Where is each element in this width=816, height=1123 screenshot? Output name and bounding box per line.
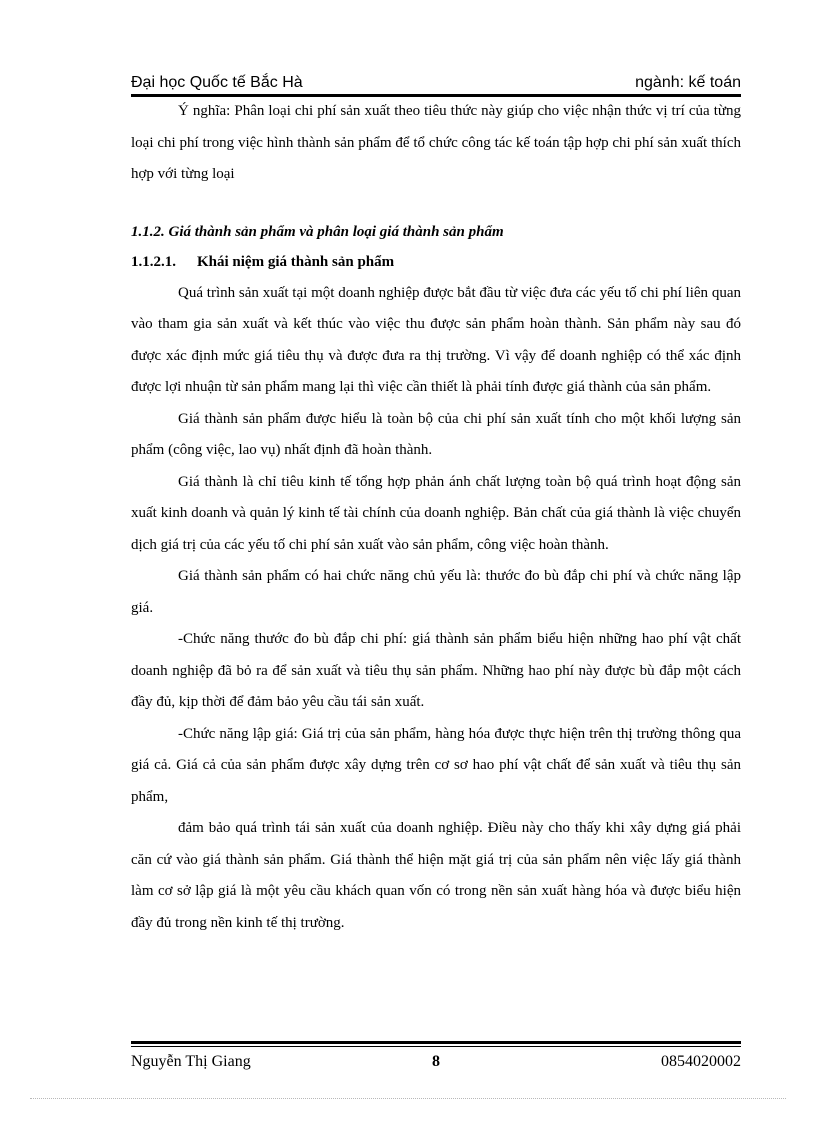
body-paragraph: Quá trình sản xuất tại một doanh nghiệp được bắt đầu từ việc đưa các yếu tố chi phí liên quan vào tham gia sản xuất và kết thúc vào việc thu được sản phẩm hoàn thành. Sản phẩm này sau đó được xác định mức giá tiêu thụ và được đưa ra thị trường. Vì vậy để doanh nghiệp có thể xác định được lợi nhuận từ sản phẩm mang lại thì việc cần thiết là phải tính được giá thành của sản phẩm. [131, 284, 741, 395]
page-break-line [30, 1098, 786, 1099]
header-major: ngành: kế toán [635, 74, 741, 91]
page-header [131, 74, 741, 94]
subsection-number: 1.1.2.1. [131, 253, 176, 270]
footer-rule-thin [131, 1046, 741, 1047]
footer-author: Nguyễn Thị Giang [131, 1053, 251, 1070]
spacer [131, 191, 741, 218]
body-paragraph: -Chức năng thước đo bù đắp chi phí: giá thành sản phẩm biểu hiện những hao phí vật chất doanh nghiệp đã bỏ ra để sản xuất và tiêu thụ sản phẩm. Những hao phí này được bù đắp một cách đầy đủ, kịp thời để đảm bảo yêu cầu tái sản xuất. [131, 631, 741, 710]
page-body [131, 96, 741, 939]
subsection-title: Khái niệm giá thành sản phẩm [197, 253, 395, 270]
page-number: 8 [432, 1053, 440, 1070]
subsection-heading [131, 247, 741, 278]
page-footer [131, 1053, 741, 1073]
body-paragraph: Giá thành là chỉ tiêu kinh tế tổng hợp phản ánh chất lượng toàn bộ quá trình hoạt động sản xuất kinh doanh và quản lý kinh tế tài chính của doanh nghiệp. Bản chất của giá thành là việc chuyển dịch giá trị của các yếu tố chi phí sản xuất vào sản phẩm, công việc hoàn thành. [131, 473, 741, 553]
footer-student-id: 0854020002 [661, 1053, 741, 1070]
body-paragraph: đảm bảo quá trình tái sản xuất của doanh nghiệp. Điều này cho thấy khi xây dựng giá phải căn cứ vào giá thành sản phẩm. Giá thành thể hiện mặt giá trị của sản phẩm nên việc lấy giá thành làm cơ sở lập giá là một yêu cầu khách quan vốn có trong nền sản xuất hàng hóa và được biểu hiện đầy đủ trong nền kinh tế thị trường. [131, 820, 741, 931]
intro-paragraph: Ý nghĩa: Phân loại chi phí sản xuất theo tiêu thức này giúp cho việc nhận thức vị trí của từng loại chi phí trong việc hình thành sản phẩm để tổ chức công tác kế toán tập hợp chi phí sản xuất thích hợp với từng loại [131, 103, 741, 182]
footer-rule [131, 1041, 741, 1044]
section-heading: 1.1.2. Giá thành sản phẩm và phân loại giá thành sản phẩm [131, 223, 504, 240]
body-paragraph: -Chức năng lập giá: Giá trị của sản phẩm, hàng hóa được thực hiện trên thị trường thông qua giá cả. Giá cả của sản phẩm được xây dựng trên cơ sơ hao phí vật chất để sản xuất và tiêu thụ sản phẩm, [131, 725, 741, 805]
body-paragraph: Giá thành sản phẩm có hai chức năng chủ yếu là: thước đo bù đắp chi phí và chức năng lập giá. [131, 568, 741, 616]
body-paragraph: Giá thành sản phẩm được hiểu là toàn bộ của chi phí sản xuất tính cho một khối lượng sản phẩm (công việc, lao vụ) nhất định đã hoàn thành. [131, 410, 741, 458]
header-university: Đại học Quốc tế Bắc Hà [131, 74, 303, 91]
